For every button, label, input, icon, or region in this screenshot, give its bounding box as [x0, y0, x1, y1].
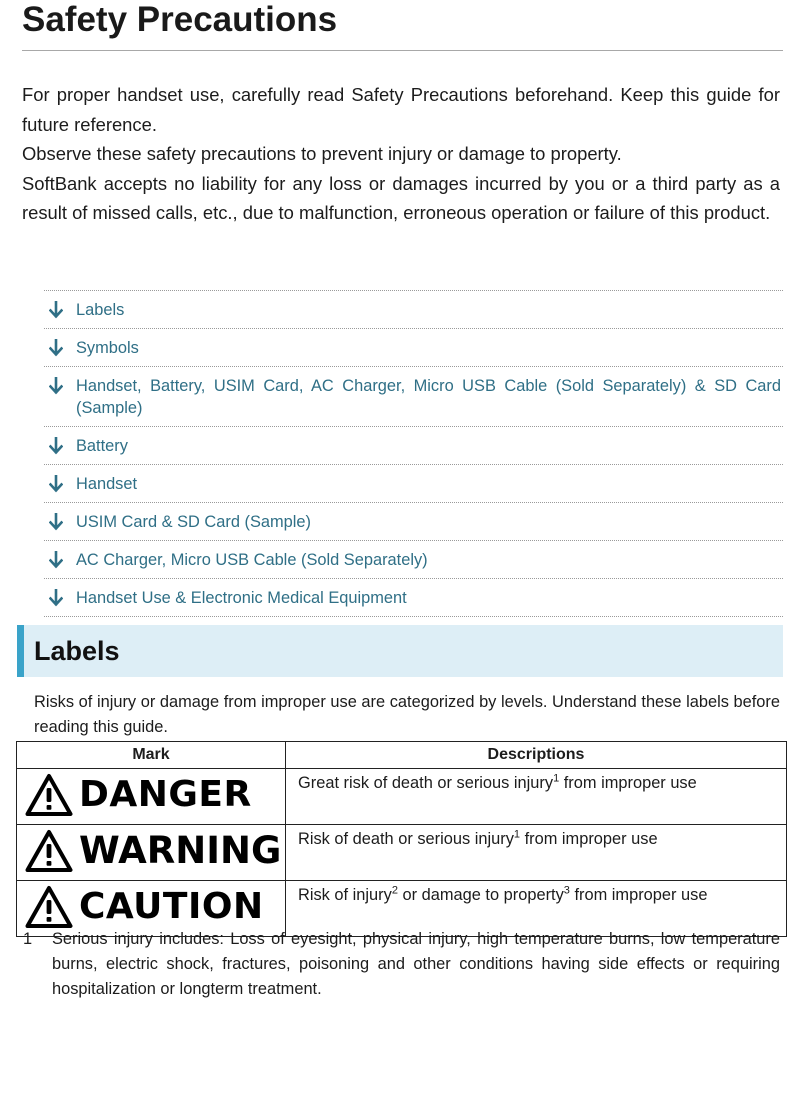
- toc-link-handset-battery-usim[interactable]: [44, 367, 783, 427]
- description-text: from improper use: [559, 774, 697, 792]
- footnote-ref: 2: [391, 884, 398, 897]
- mark-cell: [17, 825, 286, 881]
- column-header-descriptions: Descriptions: [286, 742, 787, 769]
- description-cell: [286, 825, 787, 881]
- table-header-row: [17, 742, 787, 769]
- footnote-ref: 1: [513, 828, 521, 841]
- footnote-ref: 1: [553, 772, 560, 785]
- down-arrow-icon: [49, 437, 63, 455]
- toc-link-usim-sd-card[interactable]: [44, 503, 783, 541]
- title-divider: [22, 50, 783, 51]
- toc-link-battery[interactable]: [44, 427, 783, 465]
- intro-text: [22, 80, 780, 228]
- toc-link-label: Battery: [76, 437, 128, 455]
- warning-triangle-icon: [25, 885, 73, 929]
- down-arrow-icon: [49, 301, 63, 319]
- toc-link-label: AC Charger, Micro USB Cable (Sold Separately): [76, 551, 428, 569]
- toc-link-label: Labels: [76, 301, 125, 319]
- toc-link-label: USIM Card & SD Card (Sample): [76, 513, 311, 531]
- warning-label: WARNING: [79, 828, 282, 872]
- column-header-mark: Mark: [17, 742, 286, 769]
- footnote-text: Serious injury includes: Loss of eyesight, physical injury, high temperature burns, low temperature burns, electric shock, fractures, poisoning and other conditions having side effects or requiring hospitalization or longterm treatment.: [52, 930, 780, 998]
- toc-link-labels[interactable]: [44, 291, 783, 329]
- warning-triangle-icon: [25, 829, 73, 873]
- table-row: [17, 769, 787, 825]
- description-text: from improper use: [520, 830, 658, 848]
- intro-paragraph: Observe these safety precautions to prevent injury or damage to property.: [22, 143, 622, 164]
- description-text: Risk of death or serious injury: [298, 830, 514, 848]
- description-cell: [286, 769, 787, 825]
- intro-paragraph: For proper handset use, carefully read Safety Precautions beforehand. Keep this guide for future reference.: [22, 84, 780, 135]
- description-text: or damage to property: [397, 886, 564, 904]
- down-arrow-icon: [49, 339, 63, 357]
- down-arrow-icon: [49, 475, 63, 493]
- danger-label: DANGER: [79, 773, 252, 815]
- table-row: [17, 825, 787, 881]
- footnote-ref: 3: [563, 884, 570, 897]
- description-text: Risk of injury: [298, 886, 392, 904]
- toc-link-label: Handset Use & Electronic Medical Equipment: [76, 589, 407, 607]
- mark-cell: [17, 769, 286, 825]
- toc-link-label: Handset, Battery, USIM Card, AC Charger, Micro USB Cable (Sold Separately) & SD Card (Sample): [76, 377, 781, 417]
- labels-section-header: [17, 625, 783, 677]
- intro-paragraph: SoftBank accepts no liability for any loss or damages incurred by you or a third party as a result of missed calls, etc., due to malfunction, erroneous operation or failure of this product.: [22, 172, 780, 223]
- toc-link-label: Handset: [76, 475, 138, 493]
- toc-link-ac-charger[interactable]: [44, 541, 783, 579]
- down-arrow-icon: [49, 589, 63, 607]
- footnote-number: 1: [23, 930, 33, 948]
- footnote: [23, 927, 780, 1002]
- caution-label: CAUTION: [79, 885, 264, 927]
- table-of-contents: [44, 290, 783, 617]
- down-arrow-icon: [49, 513, 63, 531]
- description-text: Great risk of death or serious injury: [298, 774, 554, 792]
- labels-table: [16, 741, 787, 937]
- warning-triangle-icon: [25, 773, 73, 817]
- description-text: from improper use: [569, 886, 708, 904]
- down-arrow-icon: [49, 551, 63, 569]
- toc-link-label: Symbols: [76, 339, 139, 357]
- toc-link-handset[interactable]: [44, 465, 783, 503]
- down-arrow-icon: [49, 377, 63, 395]
- toc-link-symbols[interactable]: [44, 329, 783, 367]
- toc-link-medical-equipment[interactable]: [44, 579, 783, 617]
- section-heading: Labels: [34, 636, 120, 666]
- labels-intro-text: Risks of injury or damage from improper use are categorized by levels. Understand these labels before reading this guide.: [34, 693, 780, 736]
- page-title: Safety Precautions: [22, 0, 338, 39]
